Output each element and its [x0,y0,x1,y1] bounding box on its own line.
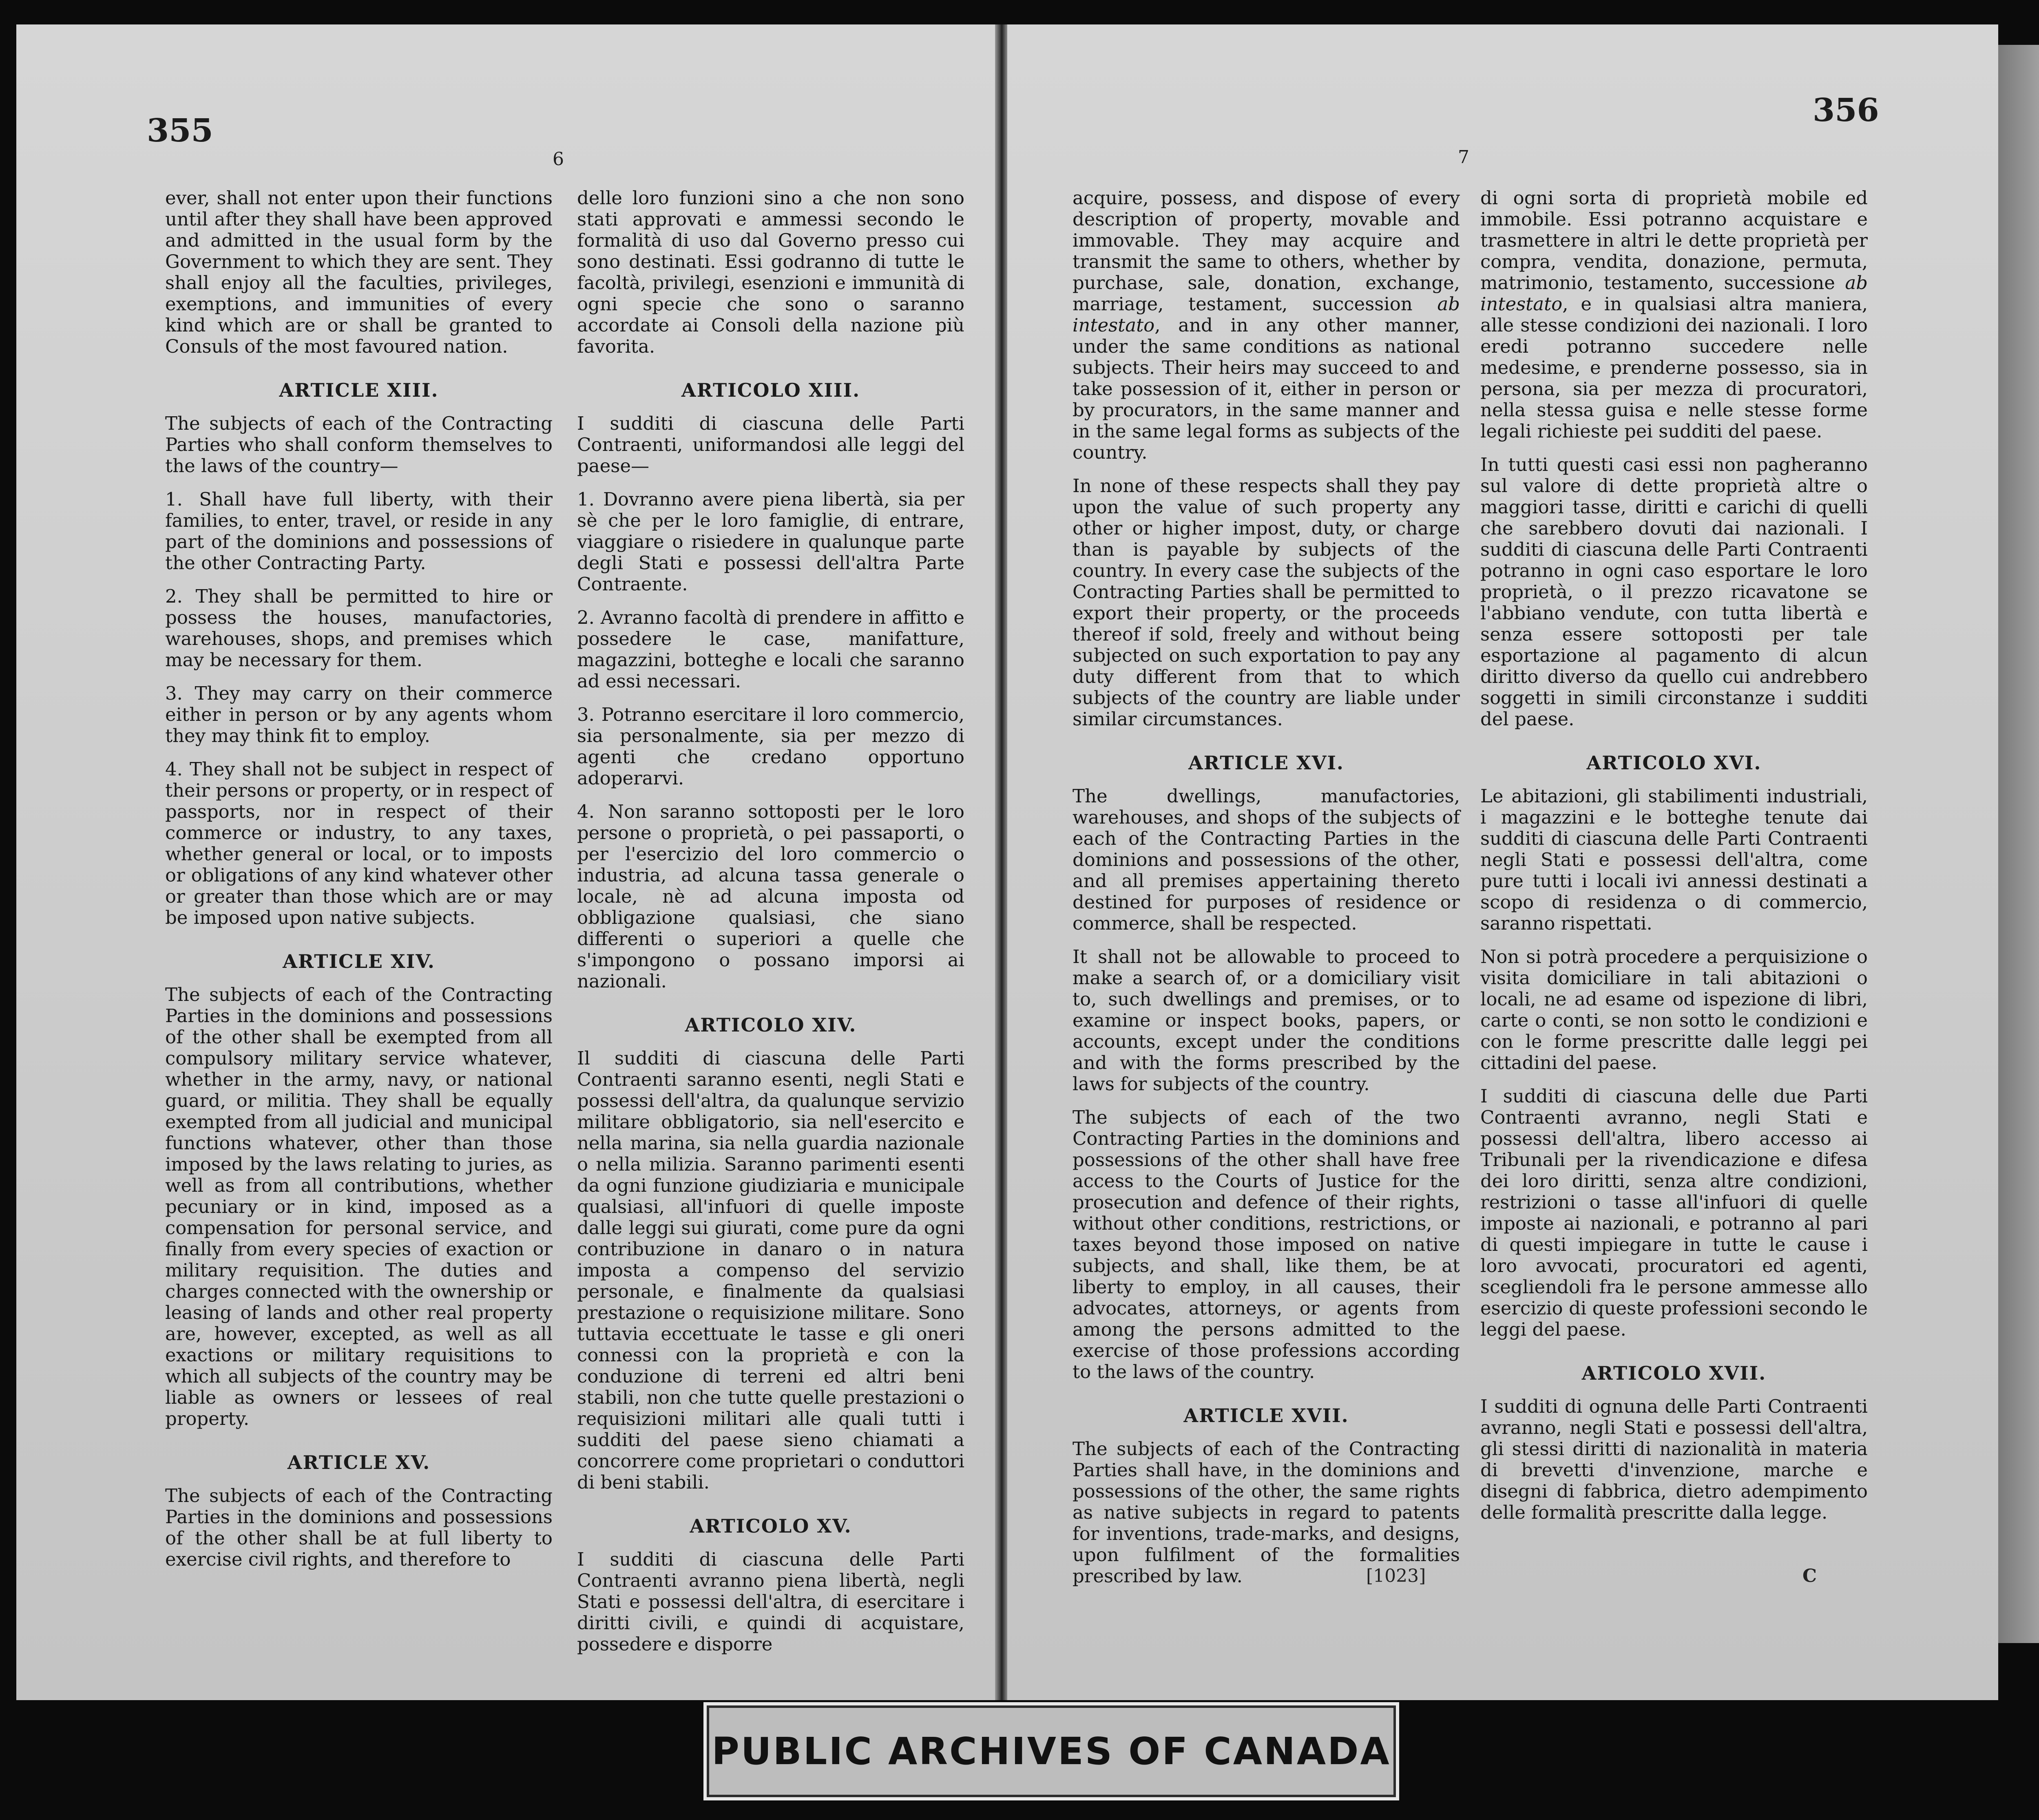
paragraph: 3. They may carry on their commerce either in person or by any agents whom they may think fit to employ. [165,682,553,747]
article-heading: ARTICLE XVI. [1188,752,1344,774]
english-column-right [1073,188,1460,1587]
paragraph: 3. Potranno esercitare il loro commercio, sia personalmente, sia per mezzo di agenti che credano opportuno adoperarvi. [577,704,964,789]
paragraph: ever, shall not enter upon their functions until after they shall have been approved and admitted in the usual form by the Government to which they are sent. They shall enjoy all the faculties, privileges, exemptions, and immunities of every kind which are or shall be granted to Consuls of the most favoured nation. [165,187,553,357]
paragraph: In tutti questi casi essi non pagheranno sul valore di dette proprietà altre o maggiori tasse, diritti e carichi di quelli che sarebbero dovuti dai nazionali. I sudditi di ciascuna delle Parti Contraenti potranno in ogni caso esportare le loro proprietà, o il prezzo ricavatone se l'abbiano vendute, con tutta libertà e senza essere sottoposti per tale esportazione al pagamento di alcun diritto diverso da quello cui andrebbero soggetti in simili circonstanze i sudditi del paese. [1480,454,1868,730]
paragraph: 4. They shall not be subject in respect of their persons or property, or in respect of passports, nor in respect of their commerce or industry, to any taxes, whether general or local, or to imposts or obligations of any kind whatever other or greater than those which are or may be imposed upon native subjects. [165,758,553,928]
paragraph: 2. They shall be permitted to hire or possess the houses, manufactories, warehouses, shops, and premises which may be necessary for them. [165,585,553,671]
text-run: acquire, possess, and dispose of every description of property, movable and immovable. They may acquire and transmit the same to others, whether by purchase, sale, donation, exchange, marriage, testament, succession [1073,187,1460,315]
article-heading: ARTICOLO XVI. [1586,752,1762,774]
paragraph: 2. Avranno facoltà di prendere in affitto e possedere le case, manifatture, magazzini, botteghe e locali che saranno ad essi necessari. [577,607,964,692]
paragraph: 4. Non saranno sottoposti per le loro persone o proprietà, o pei passaporti, o per l'esercizio del loro commercio o industria, ad alcuna tassa generale o locale, nè ad alcuna imposta od obbligazione qualsiasi, che siano differenti o superiori a quelle che s'impongono o possano imporsi ai nazionali. [577,801,964,992]
paragraph: I sudditi di ciascuna delle Parti Contraenti, uniformandosi alle leggi del paese— [577,413,964,477]
article-heading: ARTICOLO XIV. [685,1014,857,1036]
paragraph: In none of these respects shall they pay upon the value of such property any other or higher impost, duty, or charge than is payable by subjects of the country. In every case the subjects of the Contracting Parties shall be permitted to export their property, or the proceeds thereof if sold, freely and without being subjected on such exportation to pay any duty different from that to which subjects of the country are liable under similar circumstances. [1073,475,1460,730]
paragraph: The subjects of each of the Contracting Parties who shall conform themselves to the laws of the country— [165,413,553,477]
paragraph: It shall not be allowable to proceed to make a search of, or a domiciliary visit to, such dwellings and premises, or to examine or inspect books, papers, or accounts, except under the conditions and with the forms prescribed by the laws for subjects of the country. [1073,946,1460,1095]
text-run: di ogni sorta di proprietà mobile ed immobile. Essi potranno acquistare e trasmettere in altri le dette proprietà per compra, vendita, donazione, permuta, matrimonio, testamento, successione [1480,187,1868,294]
article-heading: ARTICOLO XIII. [681,379,860,401]
paragraph: The subjects of each of the Contracting Parties shall have, in the dominions and possessions of the other, the same rights as native subjects in regard to patents for inventions, trade-marks, and designs, upon fulfilment of the formalities prescribed by law. [1073,1438,1460,1587]
italian-column-left [577,188,964,1655]
paragraph [1073,188,1460,463]
paragraph: I sudditi di ciascuna delle Parti Contraenti avranno piena libertà, negli Stati e possessi dell'altra, di esercitare i diritti civili, e quindi di acquistare, possedere e disporre [577,1548,964,1655]
paragraph: I sudditi di ognuna delle Parti Contraenti avranno, negli Stati e possessi dell'altra, gli stessi diritti di nazionalità in materia di brevetti d'invenzione, marche e disegni di fabbrica, dietro adempimento delle formalità prescritte dalla legge. [1480,1396,1868,1523]
left-page [16,24,995,1700]
paragraph: Il sudditi di ciascuna delle Parti Contraenti saranno esenti, negli Stati e possessi dell'altra, da qualunque servizio militare obbligatorio, sia nell'esercito e nella marina, sia nella guardia nazionale o nella milizia. Saranno parimenti esenti da ogni funzione giudiziaria e municipale qualsiasi, all'infuori di quelle imposte dalle leggi sui giurati, come pure da ogni contribuzione in danaro o in natura imposta a compenso del servizio personale, e finalmente da qualsiasi prestazione o requisizione militare. Sono tuttavia eccettuate le tasse e gli oneri connessi con la proprietà e con la conduzione di terreni ed altri beni stabili, non che tutte quelle prestazioni o requisizioni militari alle quali tutti i sudditi del paese sieno chiamati a concorrere come proprietari o conduttori di beni stabili. [577,1047,964,1493]
page-edge-shadow [1998,45,2039,1643]
english-column-left [165,188,553,1570]
paragraph: The subjects of each of the Contracting Parties in the dominions and possessions of the other shall be exempted from all compulsory military service whatever, whether in the army, navy, or national guard, or militia. They shall be equally exempted from all judicial and municipal functions whatever, other than those imposed by the laws relating to juries, as well as from all contributions, whether pecuniary or in kind, imposed as a compensation for personal service, and finally from every species of exaction or military requisition. The duties and charges connected with the ownership or leasing of lands and other real property are, however, excepted, as well as all exactions or military requisitions to which all subjects of the country may be liable as owners or lessees of real property. [165,984,553,1429]
paragraph: The subjects of each of the Contracting Parties in the dominions and possessions of the other shall be at full liberty to exercise civil rights, and therefore to [165,1485,553,1570]
article-heading: ARTICLE XIV. [283,950,435,972]
right-archive-number: 356 [1813,92,1879,129]
right-page [1007,24,1998,1700]
paragraph: Non si potrà procedere a perquisizione o visita domiciliare in tali abitazioni o locali, ne ad esame od ispezione di libri, carte o conti, se non sotto le condizioni e con le forme prescritte dalle leggi pei cittadini del paese. [1480,946,1868,1073]
paragraph: The subjects of each of the two Contracting Parties in the dominions and possessions of the other shall have free access to the Courts of Justice for the prosecution and defence of their rights, without other conditions, restrictions, or taxes beyond those imposed on native subjects, and shall, like them, be at liberty to employ, in all causes, their advocates, attorneys, or agents from among the persons admitted to the exercise of those professions according to the laws of the country. [1073,1107,1460,1383]
archive-label: PUBLIC ARCHIVES OF CANADA [712,1729,1391,1773]
paragraph: The dwellings, manufactories, warehouses, and shops of the subjects of each of the Contracting Parties in the dominions and possessions of the other, and all premises appertaining thereto destined for purposes of residence or commerce, shall be respected. [1073,785,1460,934]
article-heading: ARTICLE XVII. [1183,1405,1349,1427]
article-heading: ARTICOLO XV. [690,1515,852,1537]
left-page-number: 6 [553,149,564,170]
document-spread [16,24,1998,1700]
article-heading: ARTICLE XIII. [279,379,439,401]
right-page-number: 7 [1458,147,1469,168]
paragraph [1480,188,1868,442]
article-heading: ARTICLE XV. [287,1451,431,1473]
paragraph: delle loro funzioni sino a che non sono stati approvati e ammessi secondo le formalità di uso dal Governo presso cui sono destinati. Essi godranno di tutte le facoltà, privilegi, esenzioni e immunità di ogni specie che sono o saranno accordate ai Consoli della nazione più favorita. [577,187,964,357]
article-heading: ARTICOLO XVII. [1581,1362,1767,1384]
archive-stamp [703,1702,1399,1800]
italic-text: ab intestato [1073,293,1460,336]
text-run: , and in any other manner, under the same conditions as national subjects. Their heirs may succeed to and take possession of it, either in person or by procurators, in the same manner and in the same legal forms as subjects of the country. [1073,314,1460,463]
paragraph: 1. Shall have full liberty, with their families, to enter, travel, or reside in any part of the dominions and possessions of the other Contracting Party. [165,488,553,574]
printer-signature: [1023] [1366,1566,1426,1586]
signature-letter: C [1802,1566,1817,1586]
book-gutter [995,24,1007,1700]
text-run: , e in qualsiasi altra maniera, alle stesse condizioni dei nazionali. I loro eredi potranno succedere nelle medesime, e prenderne possesso, sia in persona, sia per mezza di procuratori, nella stessa guisa e nelle stesse forme legali richieste pei sudditi del paese. [1480,293,1868,442]
paragraph: 1. Dovranno avere piena libertà, sia per sè che per le loro famiglie, di entrare, viaggiare o risiedere in qualunque parte degli Stati e possessi dell'altra Parte Contraente. [577,488,964,595]
paragraph: I sudditi di ciascuna delle due Parti Contraenti avranno, negli Stati e possessi dell'altra, libero accesso ai Tribunali per la rivendicazione e difesa dei loro diritti, senza altre condizioni, restrizioni o tasse all'infuori di quelle imposte ai nazionali, e potranno al pari di questi impiegare in tutte le cause i loro avvocati, procuratori ed agenti, scegliendoli fra le persone ammesse allo esercizio di queste professioni secondo le leggi del paese. [1480,1085,1868,1340]
italic-text: ab intestato [1480,272,1868,315]
italian-column-right [1480,188,1868,1523]
paragraph: Le abitazioni, gli stabilimenti industriali, i magazzini e le botteghe tenute dai sudditi di ciascuna delle Parti Contraenti negli Stati e possessi dell'altra, come pure tutti i locali ivi annessi destinati a scopo di residenza o di commercio, saranno rispettati. [1480,785,1868,934]
left-archive-number: 355 [147,112,213,149]
